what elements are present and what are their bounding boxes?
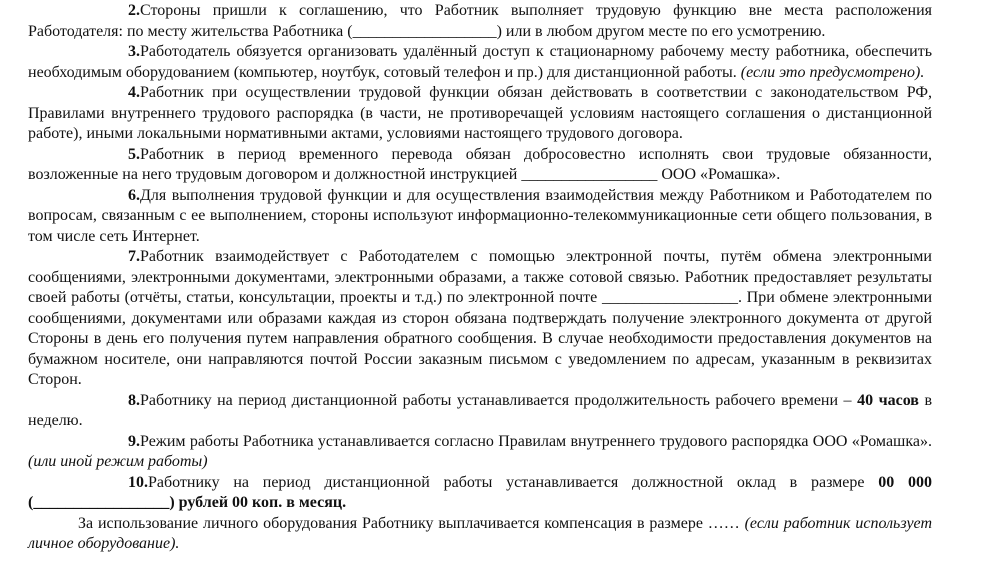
salary-amount: 00 000 (_________________) рублей 00 коп. в месяц.: [28, 473, 932, 511]
clause-number: 5.: [128, 145, 140, 163]
clause-3: 3.Работодатель обязуется организовать удалённый доступ к стационарному рабочему месту работника, обеспечить необходимым оборудованием (компьютер, ноутбук, сотовый телефон и пр.) для дистанционной работы. (если это предусмотрено).: [28, 43, 932, 81]
fill-in-blank: __________________: [352, 22, 497, 40]
working-hours: 40 часов: [857, 391, 919, 409]
clause-7: 7.Работник взаимодействует с Работодателем с помощью электронной почты, путём обмена электронными сообщениями, электронными документами, электронными образами, а также сотовой связью. Работник предоставляет результаты своей работы (отчёты, статьи, консультации, проекты и т.д.) по электронной почте _________________. При обмене электронными сообщениями, документами или образами каждая из сторон обязана подтверждать получение электронного документа от другой Стороны в день его получения путем направления обратного сообщения. В случае необходимости предоставления документов на бумажном носителе, они направляются почтой России заказным письмом с уведомлением по адресам, указанным в реквизитах Сторон.: [28, 248, 933, 388]
clause-9: 9.Режим работы Работника устанавливается согласно Правилам внутреннего трудового распорядка ООО «Ромашка». (или иной режим работы): [28, 432, 932, 470]
fill-in-blank: _________________: [601, 289, 738, 306]
fill-in-blank: _________________: [521, 166, 658, 183]
clause-6: 6.Для выполнения трудовой функции и для осуществления взаимодействия между Работником и Работодателем по вопросам, связанным с ее выполнением, стороны используют информационно-телекоммуникационные сети общего пользования, в том числе сеть Интернет.: [28, 186, 932, 245]
clause-number: 7.: [128, 248, 140, 265]
compensation-note: (если работник использует личное оборудование).: [28, 514, 932, 552]
clause-10: 10.Работнику на период дистанционной работы устанавливается должностной оклад в размере 00 000 (_________________) рублей 00 коп. в месяц.: [28, 473, 932, 511]
clause-8: 8.Работнику на период дистанционной работы устанавливается продолжительность рабочего времени – 40 часов в неделю.: [28, 391, 932, 429]
clause-4: 4.Работник при осуществлении трудовой функции обязан действовать в соответствии с законодательством РФ, Правилами внутреннего трудового распорядка (в части, не противоречащей условиям настоящего соглашения о дистанционной работе), иными локальными нормативными актами, условиями настоящего трудового договора.: [28, 84, 932, 142]
clause-note: (или иной режим работы): [28, 453, 208, 470]
clause-number: 10.: [128, 473, 148, 491]
clause-number: 9.: [128, 432, 140, 450]
agreement-text: [28, 1, 932, 555]
clause-number: 4.: [128, 84, 140, 101]
clause-note: (если это предусмотрено).: [740, 63, 925, 81]
clause-number: 3.: [128, 43, 140, 60]
clause-number: 2.: [128, 2, 140, 19]
clause-number: 6.: [128, 186, 140, 204]
clause-number: 8.: [128, 391, 140, 409]
clause-5: 5.Работник в период временного перевода обязан добросовестно исполнять свои трудовые обязанности, возложенные на него трудовым договором и должностной инструкцией _________________ ООО «Ромашка».: [28, 145, 932, 183]
clause-2: 2.Стороны пришли к соглашению, что Работник выполняет трудовую функцию вне места расположения Работодателя: по месту жительства Работника (__________________) или в любом другом месте по его усмотрению.: [28, 2, 932, 40]
compensation-paragraph: За использование личного оборудования Работнику выплачивается компенсация в размере …… (если работник использует личное оборудование).: [28, 514, 932, 552]
